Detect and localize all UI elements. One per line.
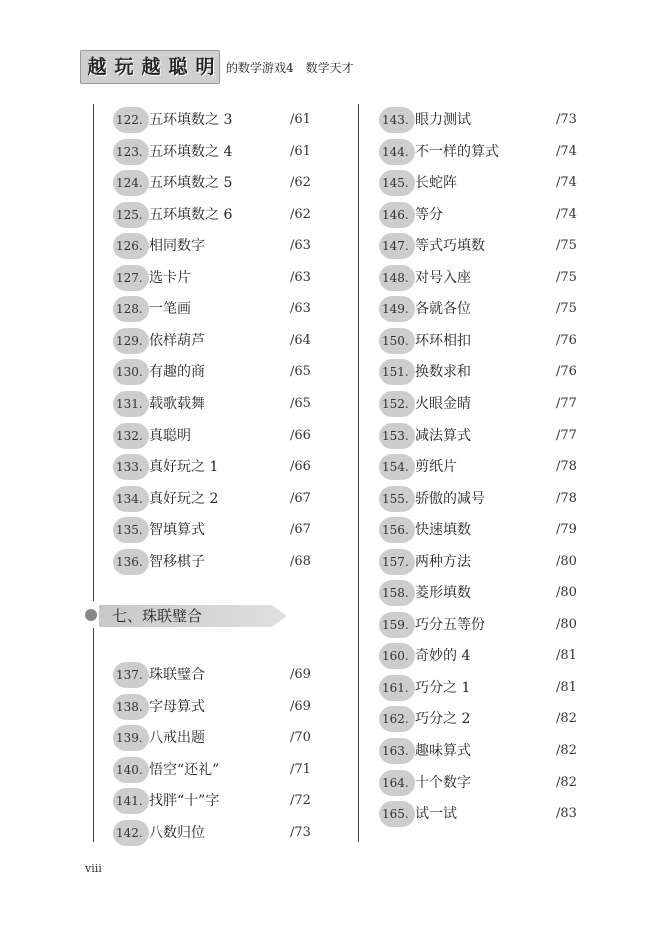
- toc-entry: [379, 328, 596, 354]
- toc-entry: [379, 770, 596, 796]
- entry-title: 等分: [415, 206, 443, 223]
- entry-number: 137.: [113, 662, 149, 688]
- entry-title: 快速填数: [415, 522, 471, 539]
- toc-entry: [379, 580, 596, 606]
- toc-entry: [113, 725, 330, 751]
- entry-title: 悟空“还礼”: [149, 761, 220, 778]
- entry-title: 减法算式: [415, 427, 471, 444]
- entry-title: 各就各位: [415, 301, 471, 318]
- series-logo: [80, 50, 220, 84]
- entry-page: /75: [556, 301, 577, 317]
- entry-page: /65: [290, 395, 311, 411]
- book-subtitle: [226, 59, 354, 76]
- toc-entry: [113, 170, 330, 196]
- toc-entry: [379, 738, 596, 764]
- entry-title: 找胖“十”字: [149, 793, 220, 810]
- entry-number: 126.: [113, 233, 149, 259]
- entry-number: 140.: [113, 757, 149, 783]
- entry-number: 153.: [379, 423, 415, 449]
- entry-page: /63: [290, 301, 311, 317]
- toc-entry: [379, 423, 596, 449]
- entry-number: 158.: [379, 580, 415, 606]
- toc-entry: [113, 328, 330, 354]
- page-folio: viii: [85, 862, 102, 875]
- entry-page: /75: [556, 269, 577, 285]
- toc-entry: [113, 233, 330, 259]
- toc-entry: [379, 359, 596, 385]
- toc-entry: [379, 517, 596, 543]
- entry-page: /74: [556, 175, 577, 191]
- entry-page: /66: [290, 459, 311, 475]
- entry-page: /62: [290, 206, 311, 222]
- entry-title: 有趣的商: [149, 364, 205, 381]
- toc-entry: [113, 454, 330, 480]
- entry-page: /73: [290, 825, 311, 840]
- entry-title: 字母算式: [149, 698, 205, 715]
- logo-char: 玩: [114, 56, 134, 78]
- subtitle-part: 的数学游戏4: [226, 61, 294, 75]
- toc-entry: [379, 706, 596, 732]
- toc-entry: [379, 643, 596, 669]
- entry-page: /78: [556, 459, 577, 475]
- entry-page: /63: [290, 238, 311, 254]
- toc-entry: [379, 675, 596, 701]
- entry-title: 八数归位: [149, 825, 205, 841]
- entry-page: /80: [556, 553, 577, 569]
- entry-title: 菱形填数: [415, 585, 471, 602]
- entry-number: 138.: [113, 694, 149, 720]
- entry-title: 真好玩之 2: [149, 490, 219, 507]
- entry-number: 159.: [379, 612, 415, 638]
- entry-number: 155.: [379, 486, 415, 512]
- entry-title: 不一样的算式: [415, 143, 499, 160]
- entry-title: 相同数字: [149, 238, 205, 255]
- entry-number: 154.: [379, 454, 415, 480]
- entry-page: /67: [290, 522, 311, 538]
- entry-page: /76: [556, 332, 577, 348]
- entry-page: /82: [556, 774, 577, 790]
- entry-number: 151.: [379, 359, 415, 385]
- entry-page: /67: [290, 490, 311, 506]
- entry-title: 火眼金睛: [415, 395, 471, 412]
- toc-entry: [113, 296, 330, 322]
- entry-number: 127.: [113, 265, 149, 291]
- column-rule-left-top: [93, 104, 94, 601]
- entry-number: 142.: [113, 820, 149, 846]
- entry-title: 五环填数之 5: [149, 175, 233, 192]
- entry-number: 162.: [379, 706, 415, 732]
- entry-title: 智填算式: [149, 522, 205, 539]
- toc-entry: [113, 788, 330, 814]
- toc-entry: [379, 296, 596, 322]
- entry-number: 122.: [113, 107, 149, 133]
- entry-page: /68: [290, 553, 311, 569]
- entry-number: 143.: [379, 107, 415, 133]
- entry-title: 巧分之 2: [415, 711, 471, 728]
- entry-title: 环环相扣: [415, 332, 471, 349]
- entry-page: /69: [290, 667, 311, 682]
- entry-title: 十个数字: [415, 774, 471, 791]
- entry-title: 五环填数之 4: [149, 143, 233, 160]
- entry-title: 剪纸片: [415, 459, 457, 476]
- toc-entry: [379, 549, 596, 575]
- entry-title: 珠联璧合: [149, 667, 205, 683]
- entry-number: 132.: [113, 423, 149, 449]
- entry-title: 换数求和: [415, 364, 471, 381]
- entry-page: /77: [556, 427, 577, 443]
- entry-page: /80: [556, 585, 577, 601]
- entry-title: 试一试: [415, 806, 457, 823]
- entry-page: /63: [290, 269, 311, 285]
- entry-title: 载歌载舞: [149, 395, 205, 412]
- toc-entry: [113, 486, 330, 512]
- entry-number: 156.: [379, 517, 415, 543]
- entry-number: 125.: [113, 202, 149, 228]
- entry-title: 真聪明: [149, 427, 191, 444]
- toc-entry: [379, 454, 596, 480]
- entry-number: 152.: [379, 391, 415, 417]
- entry-number: 157.: [379, 549, 415, 575]
- toc-entry: [379, 107, 596, 133]
- toc-entry: [379, 486, 596, 512]
- running-header: [80, 50, 540, 84]
- toc-entry: [113, 820, 330, 846]
- entry-title: 奇妙的 4: [415, 648, 471, 665]
- logo-char: 明: [195, 56, 215, 78]
- entry-title: 长蛇阵: [415, 175, 457, 192]
- entry-number: 148.: [379, 265, 415, 291]
- toc-entry: [379, 233, 596, 259]
- toc-entry: [113, 265, 330, 291]
- entry-number: 130.: [113, 359, 149, 385]
- entry-page: /72: [290, 793, 311, 809]
- toc-entry: [113, 359, 330, 385]
- toc-entry: [379, 139, 596, 165]
- entry-title: 对号入座: [415, 269, 471, 286]
- entry-number: 141.: [113, 788, 149, 814]
- entry-page: /62: [290, 175, 311, 191]
- entry-page: /61: [290, 143, 311, 159]
- entry-page: /82: [556, 743, 577, 758]
- entry-page: /61: [290, 112, 311, 127]
- toc-entry: [113, 549, 330, 575]
- entry-number: 161.: [379, 675, 415, 701]
- entry-page: /78: [556, 490, 577, 506]
- entry-title: 智移棋子: [149, 553, 205, 570]
- entry-page: /77: [556, 395, 577, 411]
- entry-title: 眼力测试: [415, 112, 471, 128]
- entry-number: 135.: [113, 517, 149, 543]
- entry-number: 128.: [113, 296, 149, 322]
- entry-title: 等式巧填数: [415, 238, 485, 255]
- toc-entry: [379, 801, 596, 827]
- entry-number: 146.: [379, 202, 415, 228]
- section-heading: [80, 602, 220, 628]
- subtitle-part: 数学天才: [305, 61, 354, 75]
- toc-entry: [113, 662, 330, 688]
- entry-number: 139.: [113, 725, 149, 751]
- entry-title: 选卡片: [149, 269, 191, 286]
- entry-number: 160.: [379, 643, 415, 669]
- section-title: 七、珠联璧合: [112, 607, 203, 625]
- entry-page: /83: [556, 806, 577, 822]
- toc-entry: [379, 391, 596, 417]
- entry-page: /70: [290, 730, 311, 746]
- entry-title: 趣味算式: [415, 743, 471, 759]
- toc-entry: [379, 265, 596, 291]
- entry-page: /80: [556, 616, 577, 632]
- toc-entry: [113, 391, 330, 417]
- entry-number: 149.: [379, 296, 415, 322]
- entry-title: 一笔画: [149, 301, 191, 318]
- entry-page: /66: [290, 427, 311, 443]
- entry-number: 147.: [379, 233, 415, 259]
- entry-number: 129.: [113, 328, 149, 354]
- toc-entry: [113, 139, 330, 165]
- toc-entry: [113, 757, 330, 783]
- entry-number: 124.: [113, 170, 149, 196]
- entry-number: 134.: [113, 486, 149, 512]
- entry-title: 依样葫芦: [149, 332, 205, 349]
- column-rule-center: [358, 104, 359, 842]
- entry-number: 145.: [379, 170, 415, 196]
- entry-title: 五环填数之 3: [149, 112, 233, 128]
- toc-entry: [113, 107, 330, 133]
- entry-page: /71: [290, 761, 311, 777]
- toc-entry: [113, 202, 330, 228]
- entry-number: 144.: [379, 139, 415, 165]
- entry-page: /81: [556, 648, 577, 664]
- entry-number: 136.: [113, 549, 149, 575]
- column-rule-left-bottom: [93, 628, 94, 842]
- section-bullet-icon: [85, 609, 97, 621]
- logo-char: 越: [87, 56, 107, 78]
- entry-page: /73: [556, 112, 577, 127]
- toc-entry: [113, 423, 330, 449]
- entry-page: /65: [290, 364, 311, 380]
- entry-title: 骄傲的减号: [415, 490, 485, 507]
- toc-entry: [379, 170, 596, 196]
- logo-char: 越: [141, 56, 161, 78]
- entry-page: /74: [556, 143, 577, 159]
- logo-char: 聪: [168, 56, 188, 78]
- toc-entry: [379, 202, 596, 228]
- entry-number: 123.: [113, 139, 149, 165]
- entry-number: 165.: [379, 801, 415, 827]
- entry-page: /79: [556, 522, 577, 538]
- entry-title: 真好玩之 1: [149, 459, 219, 476]
- entry-page: /64: [290, 332, 311, 348]
- entry-page: /82: [556, 711, 577, 727]
- entry-page: /76: [556, 364, 577, 380]
- toc-entry: [379, 612, 596, 638]
- entry-title: 巧分五等份: [415, 616, 485, 633]
- entry-title: 两种方法: [415, 553, 471, 570]
- entry-number: 133.: [113, 454, 149, 480]
- entry-number: 164.: [379, 770, 415, 796]
- entry-page: /81: [556, 679, 577, 695]
- toc-entry: [113, 517, 330, 543]
- entry-title: 巧分之 1: [415, 679, 471, 696]
- entry-number: 163.: [379, 738, 415, 764]
- entry-number: 131.: [113, 391, 149, 417]
- entry-title: 五环填数之 6: [149, 206, 233, 223]
- entry-page: /69: [290, 698, 311, 714]
- entry-page: /74: [556, 206, 577, 222]
- entry-title: 八戒出题: [149, 730, 205, 747]
- entry-number: 150.: [379, 328, 415, 354]
- toc-entry: [113, 694, 330, 720]
- entry-page: /75: [556, 238, 577, 254]
